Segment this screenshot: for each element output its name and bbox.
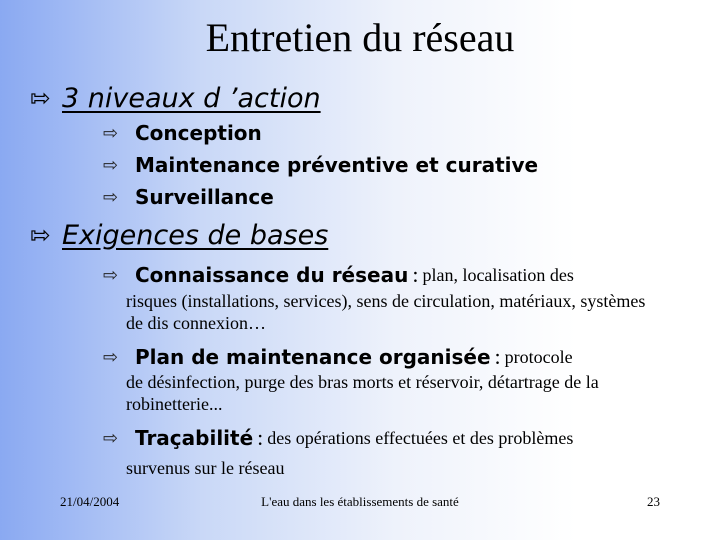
outlined-right-arrow-icon: ⇨ [103,264,119,286]
list-item-conception [103,120,262,146]
list-item-label: Maintenance préventive et curative [135,153,539,177]
outlined-right-arrow-icon: ⇨ [103,186,119,208]
hollow-right-arrow-icon: ⇰ [30,221,51,249]
list-item-tracabilite [103,425,573,451]
list-item-label: Conception [135,121,262,145]
list-item-label: Connaissance du réseau [135,263,409,287]
list-item-label: Surveillance [135,185,274,209]
list-item-label: Plan de maintenance organisée [135,345,491,369]
hollow-right-arrow-icon: ⇰ [30,84,51,112]
outlined-right-arrow-icon: ⇨ [103,427,119,449]
slide-title: Entretien du réseau [205,15,515,60]
section-heading-text: 3 niveaux d ’action [62,82,321,114]
section-heading-text: Exigences de bases [62,219,329,251]
footer-date: 21/04/2004 [60,494,120,509]
list-item-surveillance [103,184,274,210]
list-item-continuation: survenus sur le réseau [126,458,285,478]
section-heading-niveaux [30,80,321,116]
list-item-maintenance [103,152,538,178]
list-item-plan [103,344,573,370]
footer-title: L'eau dans les établissements de santé [261,494,459,509]
list-item-separator: : [257,425,264,450]
list-item-connaissance [103,262,574,288]
list-item-detail: protocole [504,346,573,367]
list-item-label: Traçabilité [135,426,254,450]
list-item-continuation: risques (installations, services), sens de circulation, matériaux, systèmes de dis connexion… [126,291,646,333]
outlined-right-arrow-icon: ⇨ [103,346,119,368]
list-item-detail: plan, localisation des [422,264,574,285]
outlined-right-arrow-icon: ⇨ [103,154,119,176]
list-item-detail: des opérations effectuées et des problèmes [267,427,574,448]
outlined-right-arrow-icon: ⇨ [103,122,119,144]
list-item-separator: : [494,344,501,369]
page-number: 23 [647,494,660,509]
section-heading-exigences [30,217,328,253]
list-item-continuation: de désinfection, purge des bras morts et réservoir, détartrage de la robinetterie... [126,372,599,414]
list-item-separator: : [412,262,419,287]
